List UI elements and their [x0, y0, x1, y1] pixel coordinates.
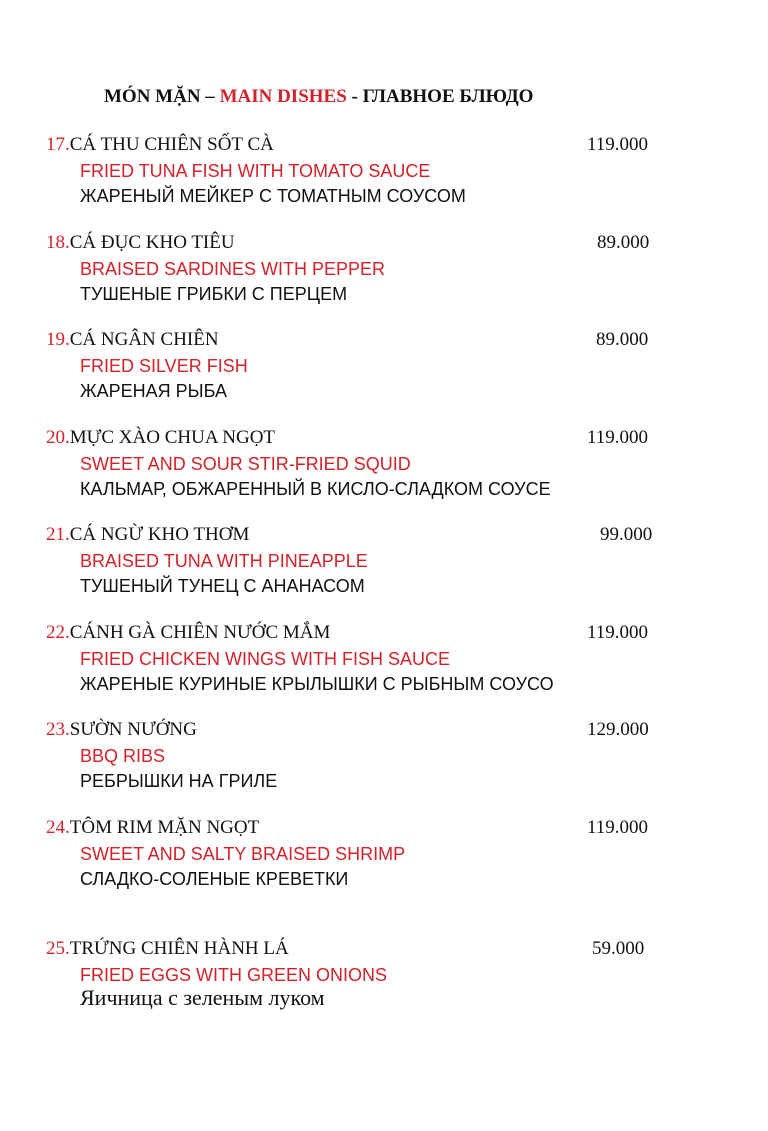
- item-russian-name: КАЛЬМАР, ОБЖАРЕННЫЙ В КИСЛО-СЛАДКОМ СОУСЕ: [80, 479, 551, 499]
- item-vietnamese-name: 20.MỰC XÀO CHUA NGỌT: [46, 427, 276, 448]
- item-price: 119.000: [587, 622, 649, 643]
- title-vietnamese: MÓN MẶN –: [104, 86, 220, 107]
- item-price: 119.000: [587, 427, 649, 448]
- item-russian-name: ЖАРЕНЫЙ МЕЙКЕР С ТОМАТНЫМ СОУСОМ: [80, 186, 466, 206]
- item-price: 119.000: [587, 817, 649, 838]
- item-number: 24.: [46, 817, 70, 838]
- menu-item: [0, 719, 768, 799]
- item-vietnamese-name: 23.SƯỜN NƯỚNG: [46, 719, 197, 740]
- item-number: 23.: [46, 719, 70, 740]
- item-english-name: FRIED SILVER FISH: [80, 356, 248, 376]
- item-vietnamese-name: 19.CÁ NGÂN CHIÊN: [46, 329, 219, 350]
- menu-item: [0, 938, 768, 1018]
- item-number: 18.: [46, 232, 70, 253]
- item-price: 119.000: [587, 134, 649, 155]
- menu-item: [0, 524, 768, 604]
- item-russian-name: Яичница с зеленым луком: [80, 985, 325, 1010]
- item-number: 21.: [46, 524, 70, 545]
- item-english-name: BRAISED SARDINES WITH PEPPER: [80, 259, 386, 279]
- item-number: 20.: [46, 427, 70, 448]
- menu-item: [0, 622, 768, 702]
- item-vietnamese-name: 24.TÔM RIM MẶN NGỌT: [46, 817, 260, 838]
- item-number: 19.: [46, 329, 70, 350]
- item-number: 22.: [46, 622, 70, 643]
- item-vietnamese-name: 17.CÁ THU CHIÊN SỐT CÀ: [46, 134, 274, 155]
- item-number: 25.: [46, 938, 70, 959]
- item-russian-name: ТУШЕНЫЙ ТУНЕЦ С АНАНАСОМ: [80, 576, 365, 596]
- page-title: [104, 86, 533, 108]
- menu-item: [0, 817, 768, 897]
- menu-item: [0, 329, 768, 409]
- title-english: MAIN DISHES: [219, 86, 347, 107]
- menu-item: [0, 134, 768, 214]
- item-english-name: SWEET AND SOUR STIR-FRIED SQUID: [80, 454, 411, 474]
- item-russian-name: ЖАРЕНАЯ РЫБА: [80, 381, 228, 401]
- menu-item: [0, 232, 768, 312]
- item-price: 129.000: [587, 719, 649, 740]
- item-english-name: FRIED EGGS WITH GREEN ONIONS: [80, 965, 388, 985]
- item-english-name: FRIED CHICKEN WINGS WITH FISH SAUCE: [80, 649, 451, 669]
- item-russian-name: СЛАДКО-СОЛЕНЫЕ КРЕВЕТКИ: [80, 869, 349, 889]
- item-russian-name: ТУШЕНЫЕ ГРИБКИ С ПЕРЦЕМ: [80, 284, 348, 304]
- item-price: 59.000: [592, 938, 645, 959]
- item-number: 17.: [46, 134, 70, 155]
- item-english-name: SWEET AND SALTY BRAISED SHRIMP: [80, 844, 406, 864]
- item-vietnamese-name: 21.CÁ NGỪ KHO THƠM: [46, 524, 250, 545]
- item-price: 89.000: [597, 232, 650, 253]
- item-english-name: BBQ RIBS: [80, 746, 166, 766]
- item-price: 89.000: [596, 329, 649, 350]
- title-russian: - ГЛАВНОЕ БЛЮДО: [346, 86, 534, 107]
- item-vietnamese-name: 22.CÁNH GÀ CHIÊN NƯỚC MẮM: [46, 622, 331, 643]
- item-vietnamese-name: 25.TRỨNG CHIÊN HÀNH LÁ: [46, 938, 289, 959]
- item-english-name: FRIED TUNA FISH WITH TOMATO SAUCE: [80, 161, 431, 181]
- item-russian-name: РЕБРЫШКИ НА ГРИЛЕ: [80, 771, 278, 791]
- menu-item: [0, 427, 768, 507]
- item-english-name: BRAISED TUNA WITH PINEAPPLE: [80, 551, 368, 571]
- item-vietnamese-name: 18.CÁ ĐỤC KHO TIÊU: [46, 232, 235, 253]
- item-russian-name: ЖАРЕНЫЕ КУРИНЫЕ КРЫЛЫШКИ С РЫБНЫМ СОУСО: [80, 674, 554, 694]
- item-price: 99.000: [600, 524, 653, 545]
